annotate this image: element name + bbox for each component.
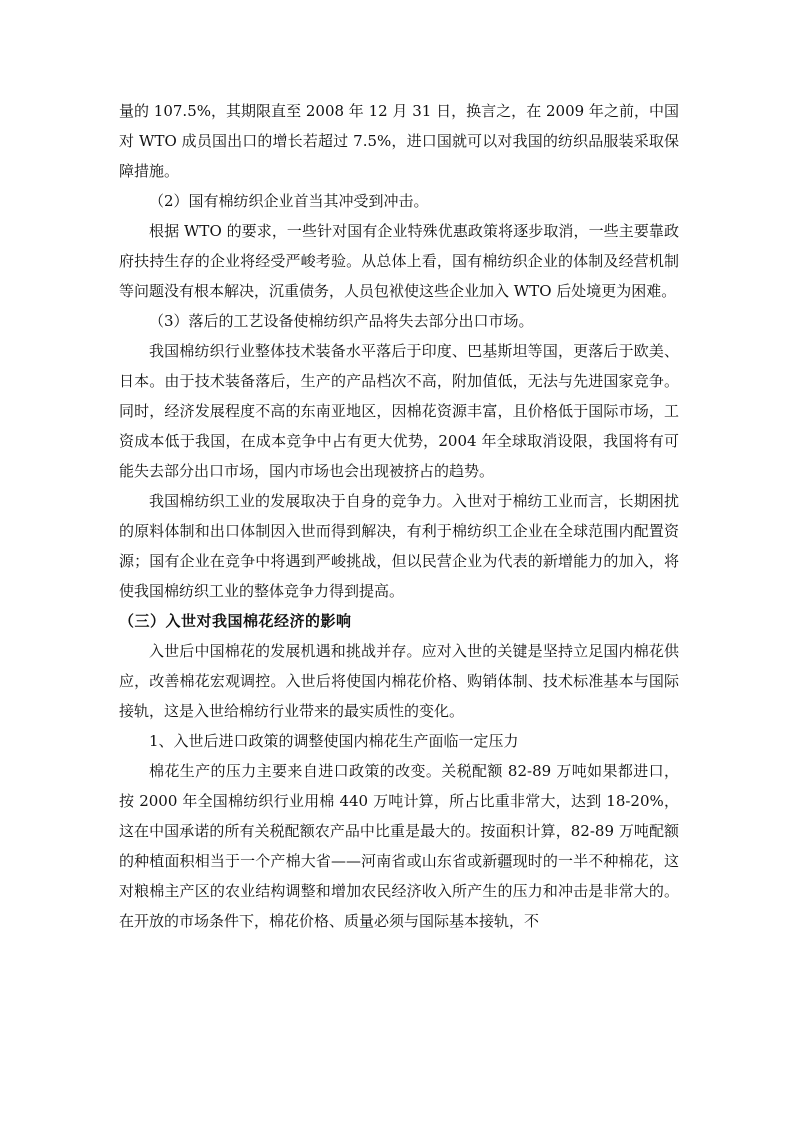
paragraph-wto-requirements: 根据 WTO 的要求，一些针对国有企业特殊优惠政策将逐步取消，一些主要靠政府扶持生存的企业将经受严峻考验。从总体上看，国有棉纺织企业的体制及经营机制等问题没有根本解决，沉重债务，人员包袱使这些企业加入 WTO 后处境更为困难。: [119, 222, 679, 300]
paragraph-production-pressure: 棉花生产的压力主要来自进口政策的改变。关税配额 82-89 万吨如果都进口，按 2000 年全国棉纺织行业用棉 440 万吨计算，所占比重非常大，达到 18-20%，这在中国承诺的所有关税配额农产品中比重是最大的。按面积计算，82-89 万吨配额的种植面积相当于一个产棉大省——河南省或山东省或新疆现时的一半不种棉花，这对粮棉主产区的农业结构调整和增加农民经济收入所产生的压力和冲击是非常大的。在开放的市场条件下，棉花价格、质量必须与国际基本接轨，不: [119, 762, 679, 930]
subheading-3: （3）落后的工艺设备使棉纺织产品将失去部分出口市场。: [149, 312, 534, 330]
paragraph-technology: 我国棉纺织行业整体技术装备水平落后于印度、巴基斯坦等国，更落后于欧美、日本。由于技术装备落后，生产的产品档次不高，附加值低，无法与先进国家竞争。同时，经济发展程度不高的东南亚地区，因棉花资源丰富，且价格低于国际市场，工资成本低于我国，在成本竞争中占有更大优势，2004 年全球取消设限，我国将有可能失去部分出口市场，国内市场也会出现被挤占的趋势。: [119, 342, 679, 480]
paragraph-opportunity: 入世后中国棉花的发展机遇和挑战并存。应对入世的关键是坚持立足国内棉花供应，改善棉花宏观调控。入世后将使国内棉花价格、购销体制、技术标准基本与国际接轨，这是入世给棉纺行业带来的最实质性的变化。: [119, 642, 679, 720]
paragraph-competitiveness: 我国棉纺织工业的发展取决于自身的竞争力。入世对于棉纺工业而言，长期困扰的原料体制和出口体制因入世而得到解决，有利于棉纺织工企业在全球范围内配置资源；国有企业在竞争中将遇到严峻挑战，但以民营企业为代表的新增能力的加入，将使我国棉纺织工业的整体竞争力得到提高。: [119, 492, 679, 600]
subheading-2: （2）国有棉纺织企业首当其冲受到冲击。: [149, 192, 429, 210]
subheading-import-policy: 1、入世后进口政策的调整使国内棉花生产面临一定压力: [149, 732, 519, 750]
section-heading-cotton-economy: （三）入世对我国棉花经济的影响: [119, 612, 352, 630]
document-page: [119, 96, 679, 936]
paragraph-continuation: 量的 107.5%，其期限直至 2008 年 12 月 31 日，换言之，在 2009 年之前，中国对 WTO 成员国出口的增长若超过 7.5%，进口国就可以对我国的纺织品服装采取保障措施。: [119, 102, 679, 180]
